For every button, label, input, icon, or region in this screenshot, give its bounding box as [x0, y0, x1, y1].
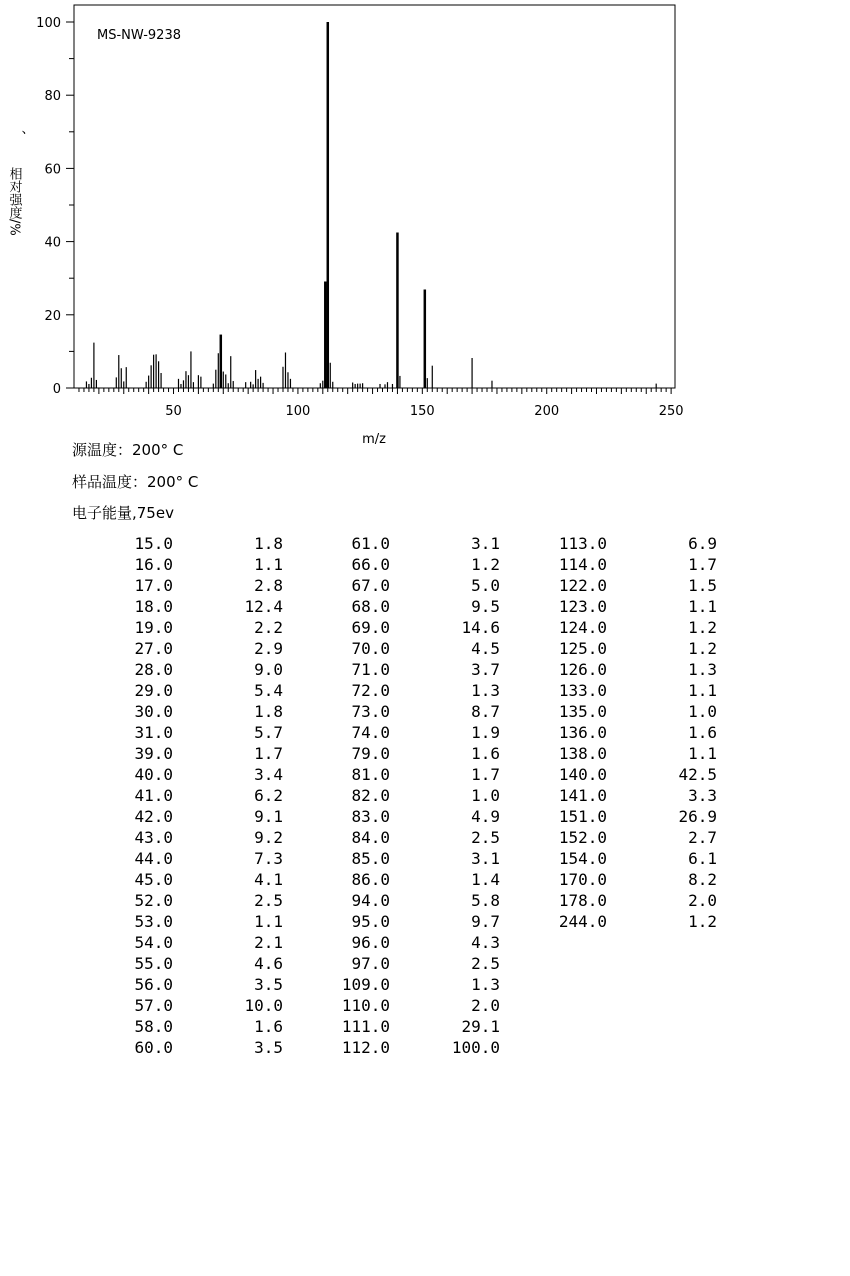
peak-mz: 84.0	[351, 828, 390, 847]
peak-mz: 140.0	[558, 765, 607, 784]
peak-row	[494, 680, 734, 701]
peak-intensity: 3.1	[471, 534, 500, 553]
x-tick-label: 100	[285, 404, 311, 419]
peak-intensity: 5.8	[471, 891, 500, 910]
peak-mz: 68.0	[351, 597, 390, 616]
peak-intensity: 2.0	[688, 891, 717, 910]
peak-mz: 41.0	[134, 786, 173, 805]
peak-mz: 28.0	[134, 660, 173, 679]
x-tick-label: 200	[534, 404, 560, 419]
peak-row	[60, 743, 300, 764]
peak-row	[494, 785, 734, 806]
peak-row	[277, 827, 517, 848]
peak-row	[60, 638, 300, 659]
peak-mz: 44.0	[134, 849, 173, 868]
peak-intensity: 42.5	[678, 765, 717, 784]
peak-intensity: 3.5	[254, 975, 283, 994]
peak-row	[277, 911, 517, 932]
peak-intensity: 2.8	[254, 576, 283, 595]
peak-row	[277, 701, 517, 722]
peak-row	[277, 575, 517, 596]
peak-mz: 79.0	[351, 744, 390, 763]
peak-intensity: 10.0	[244, 996, 283, 1015]
peak-mz: 54.0	[134, 933, 173, 952]
peak-row	[277, 743, 517, 764]
peak-intensity: 1.4	[471, 870, 500, 889]
peak-mz: 111.0	[341, 1017, 390, 1036]
peak-row	[60, 1037, 300, 1058]
peak-intensity: 9.2	[254, 828, 283, 847]
peak-row	[60, 722, 300, 743]
peak-intensity: 1.6	[254, 1017, 283, 1036]
peak-intensity: 12.4	[244, 597, 283, 616]
peak-table-column	[60, 533, 300, 1058]
peak-row	[277, 932, 517, 953]
peak-row	[494, 722, 734, 743]
peak-intensity: 3.1	[471, 849, 500, 868]
peak-intensity: 1.8	[254, 702, 283, 721]
peak-mz: 154.0	[558, 849, 607, 868]
peak-mz: 56.0	[134, 975, 173, 994]
peak-intensity: 3.5	[254, 1038, 283, 1057]
peak-intensity: 6.2	[254, 786, 283, 805]
peak-row	[494, 743, 734, 764]
peak-mz: 96.0	[351, 933, 390, 952]
peak-row	[494, 575, 734, 596]
peak-row	[60, 953, 300, 974]
peak-mz: 58.0	[134, 1017, 173, 1036]
peak-row	[60, 533, 300, 554]
peak-mz: 135.0	[558, 702, 607, 721]
peak-mz: 178.0	[558, 891, 607, 910]
peak-intensity: 1.6	[688, 723, 717, 742]
peak-mz: 151.0	[558, 807, 607, 826]
peak-row	[60, 869, 300, 890]
peak-intensity: 3.7	[471, 660, 500, 679]
peak-mz: 74.0	[351, 723, 390, 742]
peak-mz: 83.0	[351, 807, 390, 826]
peak-row	[60, 764, 300, 785]
peak-row	[60, 785, 300, 806]
peak-row	[60, 596, 300, 617]
peak-row	[494, 659, 734, 680]
peak-mz: 15.0	[134, 534, 173, 553]
peak-intensity: 2.2	[254, 618, 283, 637]
peak-mz: 152.0	[558, 828, 607, 847]
peak-mz: 126.0	[558, 660, 607, 679]
peak-row	[494, 533, 734, 554]
peak-intensity: 2.5	[254, 891, 283, 910]
peak-mz: 39.0	[134, 744, 173, 763]
peak-intensity: 3.4	[254, 765, 283, 784]
peak-intensity: 26.9	[678, 807, 717, 826]
peak-mz: 110.0	[341, 996, 390, 1015]
peak-intensity: 1.7	[471, 765, 500, 784]
peak-intensity: 1.1	[254, 555, 283, 574]
plot-frame	[74, 5, 675, 388]
peak-row	[494, 869, 734, 890]
peak-mz: 114.0	[558, 555, 607, 574]
peak-intensity: 6.9	[688, 534, 717, 553]
peak-row	[277, 974, 517, 995]
peak-mz: 42.0	[134, 807, 173, 826]
peak-row	[277, 596, 517, 617]
peak-intensity: 2.7	[688, 828, 717, 847]
peak-mz: 53.0	[134, 912, 173, 931]
peak-mz: 61.0	[351, 534, 390, 553]
peak-row	[494, 806, 734, 827]
peak-intensity: 1.6	[471, 744, 500, 763]
peak-intensity: 1.5	[688, 576, 717, 595]
peak-intensity: 2.5	[471, 954, 500, 973]
peak-intensity: 5.0	[471, 576, 500, 595]
peak-row	[60, 932, 300, 953]
peak-mz: 123.0	[558, 597, 607, 616]
peak-row	[277, 659, 517, 680]
y-tick-label: 0	[52, 382, 61, 397]
peak-row	[277, 764, 517, 785]
peak-row	[277, 848, 517, 869]
peak-mz: 113.0	[558, 534, 607, 553]
y-tick-label: 60	[44, 162, 61, 178]
peak-intensity: 1.2	[688, 639, 717, 658]
source-temperature: 源温度：200° C	[72, 441, 184, 459]
peak-row	[494, 701, 734, 722]
peak-row	[277, 890, 517, 911]
peak-intensity: 6.1	[688, 849, 717, 868]
peak-intensity: 1.3	[471, 681, 500, 700]
peak-intensity: 1.2	[688, 618, 717, 637]
peak-mz: 69.0	[351, 618, 390, 637]
peak-row	[60, 974, 300, 995]
peak-intensity: 2.9	[254, 639, 283, 658]
peak-mz: 16.0	[134, 555, 173, 574]
peak-intensity: 9.0	[254, 660, 283, 679]
peak-mz: 60.0	[134, 1038, 173, 1057]
peak-mz: 125.0	[558, 639, 607, 658]
spectrum-id: MS-NW-9238	[97, 28, 181, 43]
peak-row	[277, 1016, 517, 1037]
peak-mz: 109.0	[341, 975, 390, 994]
peak-intensity: 14.6	[461, 618, 500, 637]
peak-intensity: 2.1	[254, 933, 283, 952]
sample-temperature: 样品温度：200° C	[72, 473, 199, 491]
peak-intensity: 5.4	[254, 681, 283, 700]
peak-intensity: 8.7	[471, 702, 500, 721]
peak-mz: 30.0	[134, 702, 173, 721]
peak-intensity: 1.0	[471, 786, 500, 805]
peak-row	[494, 638, 734, 659]
peak-row	[60, 806, 300, 827]
peak-mz: 141.0	[558, 786, 607, 805]
peak-row	[277, 722, 517, 743]
peak-row	[494, 596, 734, 617]
peak-mz: 66.0	[351, 555, 390, 574]
peak-mz: 27.0	[134, 639, 173, 658]
peak-intensity: 9.1	[254, 807, 283, 826]
peak-table-column	[277, 533, 517, 1058]
x-axis-label: m/z	[362, 432, 386, 447]
peak-mz: 40.0	[134, 765, 173, 784]
peak-intensity: 29.1	[461, 1017, 500, 1036]
peak-intensity: 1.7	[688, 555, 717, 574]
peak-row	[60, 659, 300, 680]
peak-mz: 97.0	[351, 954, 390, 973]
peak-mz: 19.0	[134, 618, 173, 637]
y-tick-label: 20	[44, 308, 61, 324]
peak-table-column	[494, 533, 734, 932]
peak-mz: 57.0	[134, 996, 173, 1015]
peak-row	[60, 680, 300, 701]
peak-row	[277, 869, 517, 890]
peak-mz: 244.0	[558, 912, 607, 931]
peak-row	[60, 911, 300, 932]
peak-mz: 124.0	[558, 618, 607, 637]
peak-mz: 18.0	[134, 597, 173, 616]
peak-mz: 73.0	[351, 702, 390, 721]
peak-intensity: 9.7	[471, 912, 500, 931]
peak-mz: 112.0	[341, 1038, 390, 1057]
peak-mz: 17.0	[134, 576, 173, 595]
peak-row	[494, 848, 734, 869]
x-tick-label: 50	[165, 404, 182, 419]
peak-row	[494, 890, 734, 911]
peak-intensity: 4.3	[471, 933, 500, 952]
peak-intensity: 100.0	[451, 1038, 500, 1057]
peak-mz: 70.0	[351, 639, 390, 658]
peak-row	[277, 617, 517, 638]
peak-row	[60, 617, 300, 638]
peak-mz: 67.0	[351, 576, 390, 595]
peak-row	[277, 533, 517, 554]
peak-mz: 52.0	[134, 891, 173, 910]
peak-mz: 170.0	[558, 870, 607, 889]
peak-intensity: 9.5	[471, 597, 500, 616]
peak-mz: 85.0	[351, 849, 390, 868]
y-tick-label: 40	[44, 235, 61, 251]
peak-intensity: 1.1	[254, 912, 283, 931]
peak-intensity: 4.9	[471, 807, 500, 826]
peak-mz: 95.0	[351, 912, 390, 931]
mass-spectrum-chart	[0, 0, 850, 450]
peak-row	[277, 785, 517, 806]
peak-row	[277, 554, 517, 575]
peak-row	[60, 701, 300, 722]
peak-intensity: 1.1	[688, 744, 717, 763]
peak-mz: 138.0	[558, 744, 607, 763]
peak-intensity: 1.9	[471, 723, 500, 742]
peak-intensity: 8.2	[688, 870, 717, 889]
peak-row	[494, 554, 734, 575]
peak-row	[494, 827, 734, 848]
x-tick-label: 150	[409, 404, 435, 419]
peak-row	[277, 638, 517, 659]
peak-row	[60, 554, 300, 575]
x-tick-label: 250	[658, 404, 684, 419]
peak-mz: 136.0	[558, 723, 607, 742]
peak-intensity: 1.2	[688, 912, 717, 931]
peak-mz: 82.0	[351, 786, 390, 805]
peak-intensity: 4.5	[471, 639, 500, 658]
peak-row	[277, 953, 517, 974]
electron-energy: 电子能量,75ev	[72, 504, 174, 522]
y-tick-label: 80	[44, 89, 61, 105]
peak-mz: 133.0	[558, 681, 607, 700]
peak-intensity: 1.0	[688, 702, 717, 721]
peak-intensity: 4.1	[254, 870, 283, 889]
peak-row	[60, 890, 300, 911]
peak-row	[277, 995, 517, 1016]
peak-intensity: 1.8	[254, 534, 283, 553]
peak-mz: 72.0	[351, 681, 390, 700]
peak-intensity: 1.3	[688, 660, 717, 679]
peak-mz: 43.0	[134, 828, 173, 847]
peak-intensity: 3.3	[688, 786, 717, 805]
peak-row	[277, 806, 517, 827]
peak-intensity: 1.7	[254, 744, 283, 763]
peak-mz: 86.0	[351, 870, 390, 889]
peak-intensity: 2.5	[471, 828, 500, 847]
peak-mz: 94.0	[351, 891, 390, 910]
peak-intensity: 2.0	[471, 996, 500, 1015]
peak-intensity: 1.3	[471, 975, 500, 994]
peak-intensity: 1.2	[471, 555, 500, 574]
peak-row	[494, 764, 734, 785]
peak-row	[60, 848, 300, 869]
peak-row	[60, 1016, 300, 1037]
peak-mz: 71.0	[351, 660, 390, 679]
peak-intensity: 1.1	[688, 681, 717, 700]
peak-row	[60, 575, 300, 596]
y-axis-label: 相对强度/%	[6, 167, 22, 236]
peak-row	[494, 617, 734, 638]
peak-row	[494, 911, 734, 932]
peak-mz: 81.0	[351, 765, 390, 784]
peak-mz: 55.0	[134, 954, 173, 973]
peak-mz: 45.0	[134, 870, 173, 889]
peak-mz: 31.0	[134, 723, 173, 742]
y-tick-label: 100	[36, 16, 61, 31]
peak-row	[60, 995, 300, 1016]
peak-intensity: 4.6	[254, 954, 283, 973]
peak-intensity: 5.7	[254, 723, 283, 742]
peak-intensity: 1.1	[688, 597, 717, 616]
peak-mz: 122.0	[558, 576, 607, 595]
peak-row	[277, 1037, 517, 1058]
peak-row	[60, 827, 300, 848]
peak-mz: 29.0	[134, 681, 173, 700]
peak-row	[277, 680, 517, 701]
peak-intensity: 7.3	[254, 849, 283, 868]
y-axis-mark: 、	[21, 122, 35, 137]
